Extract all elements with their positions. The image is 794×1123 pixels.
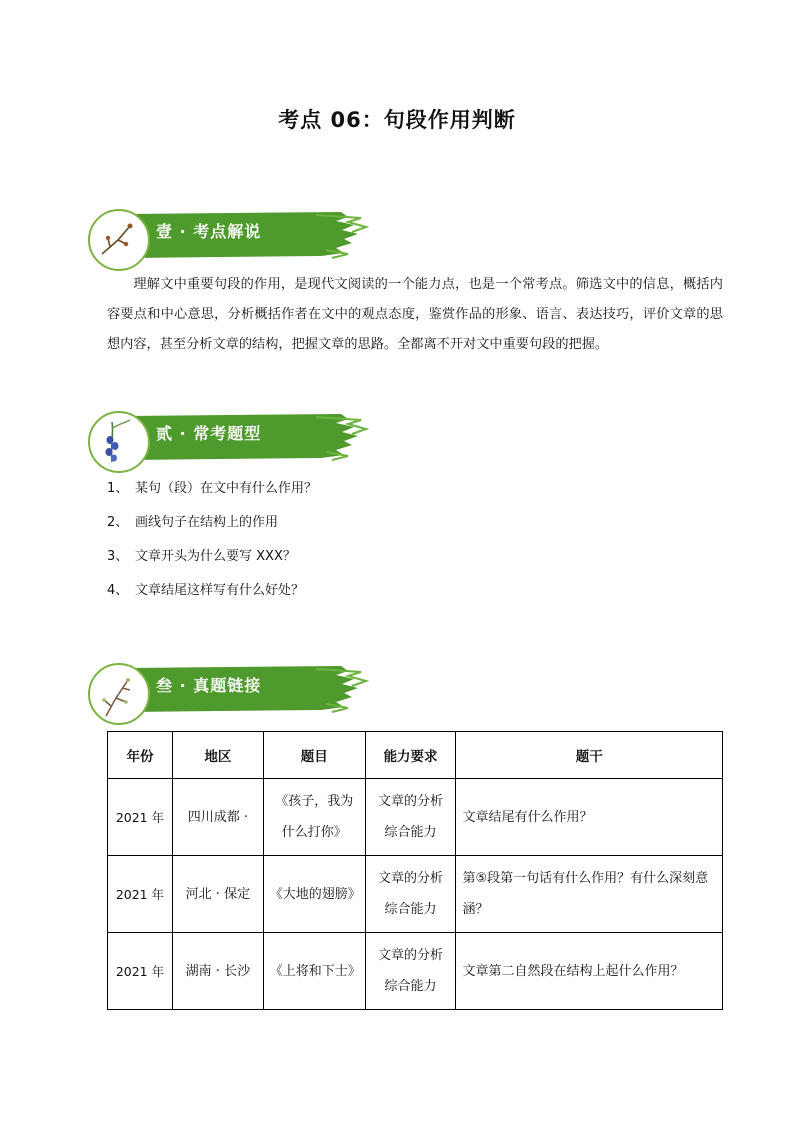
page-title: 考点 06：句段作用判断	[278, 108, 516, 132]
header-title: 题目	[263, 732, 365, 779]
cell-title: 《大地的翅膀》	[263, 856, 365, 933]
cell-title: 《上将和下士》	[263, 933, 365, 1010]
intro-paragraph: 理解文中重要句段的作用，是现代文阅读的一个能力点，也是一个常考点。筛选文中的信息，概括内容要点和中心意思，分析概括作者在文中的观点态度，鉴赏作品的形象、语言、表达技巧，评价文章的思想内容，甚至分析文章的结构，把握文章的思路。全都离不开对文中重要句段的把握。	[107, 277, 723, 352]
cell-question-stem: 文章结尾有什么作用？	[456, 779, 723, 856]
header-ability: 能力要求	[365, 732, 456, 779]
section-label-2: 贰 · 常考题型	[156, 424, 262, 443]
question-type-list	[107, 478, 317, 614]
header-region: 地区	[172, 732, 263, 779]
section-label-1: 壹 · 考点解说	[156, 222, 262, 241]
cell-question-stem: 文章第二自然段在结构上起什么作用？	[456, 933, 723, 1010]
table-row	[108, 856, 723, 933]
cell-year: 2021 年	[108, 856, 173, 933]
list-item	[107, 580, 317, 614]
cell-title: 《孩子，我为什么打你》	[263, 779, 365, 856]
list-item-number: 4、	[107, 583, 129, 598]
list-item-number: 3、	[107, 549, 129, 564]
list-item	[107, 546, 317, 580]
cell-region: 湖南 · 长沙	[172, 933, 263, 1010]
list-item-text: 文章结尾这样写有什么好处？	[135, 583, 305, 598]
cell-year: 2021 年	[108, 779, 173, 856]
list-item-text: 画线句子在结构上的作用	[135, 515, 279, 530]
cell-ability: 文章的分析综合能力	[365, 933, 456, 1010]
cell-year: 2021 年	[108, 933, 173, 1010]
cell-question-stem: 第⑤段第一句话有什么作用？有什么深刻意涵？	[456, 856, 723, 933]
cell-region: 河北 · 保定	[172, 856, 263, 933]
cell-ability: 文章的分析综合能力	[365, 856, 456, 933]
header-question-stem: 题干	[456, 732, 723, 779]
list-item	[107, 512, 317, 546]
exam-question-table	[107, 731, 723, 1010]
header-year: 年份	[108, 732, 173, 779]
branch-bud-icon	[96, 218, 136, 260]
table-header-row	[108, 732, 723, 779]
bluebell-flower-icon	[94, 418, 134, 466]
list-item-number: 1、	[107, 481, 129, 496]
table-row	[108, 933, 723, 1010]
section-banner-1	[86, 206, 376, 272]
twig-icon	[98, 674, 134, 718]
section-banner-3	[86, 660, 376, 726]
cell-region: 四川成都 ·	[172, 779, 263, 856]
list-item-number: 2、	[107, 515, 129, 530]
list-item	[107, 478, 317, 512]
section-banner-2	[86, 408, 376, 474]
section-label-3: 叁 · 真题链接	[156, 676, 262, 695]
cell-ability: 文章的分析综合能力	[365, 779, 456, 856]
list-item-text: 文章开头为什么要写 XXX？	[135, 549, 296, 564]
table-row	[108, 779, 723, 856]
list-item-text: 某句（段）在文中有什么作用？	[135, 481, 318, 496]
